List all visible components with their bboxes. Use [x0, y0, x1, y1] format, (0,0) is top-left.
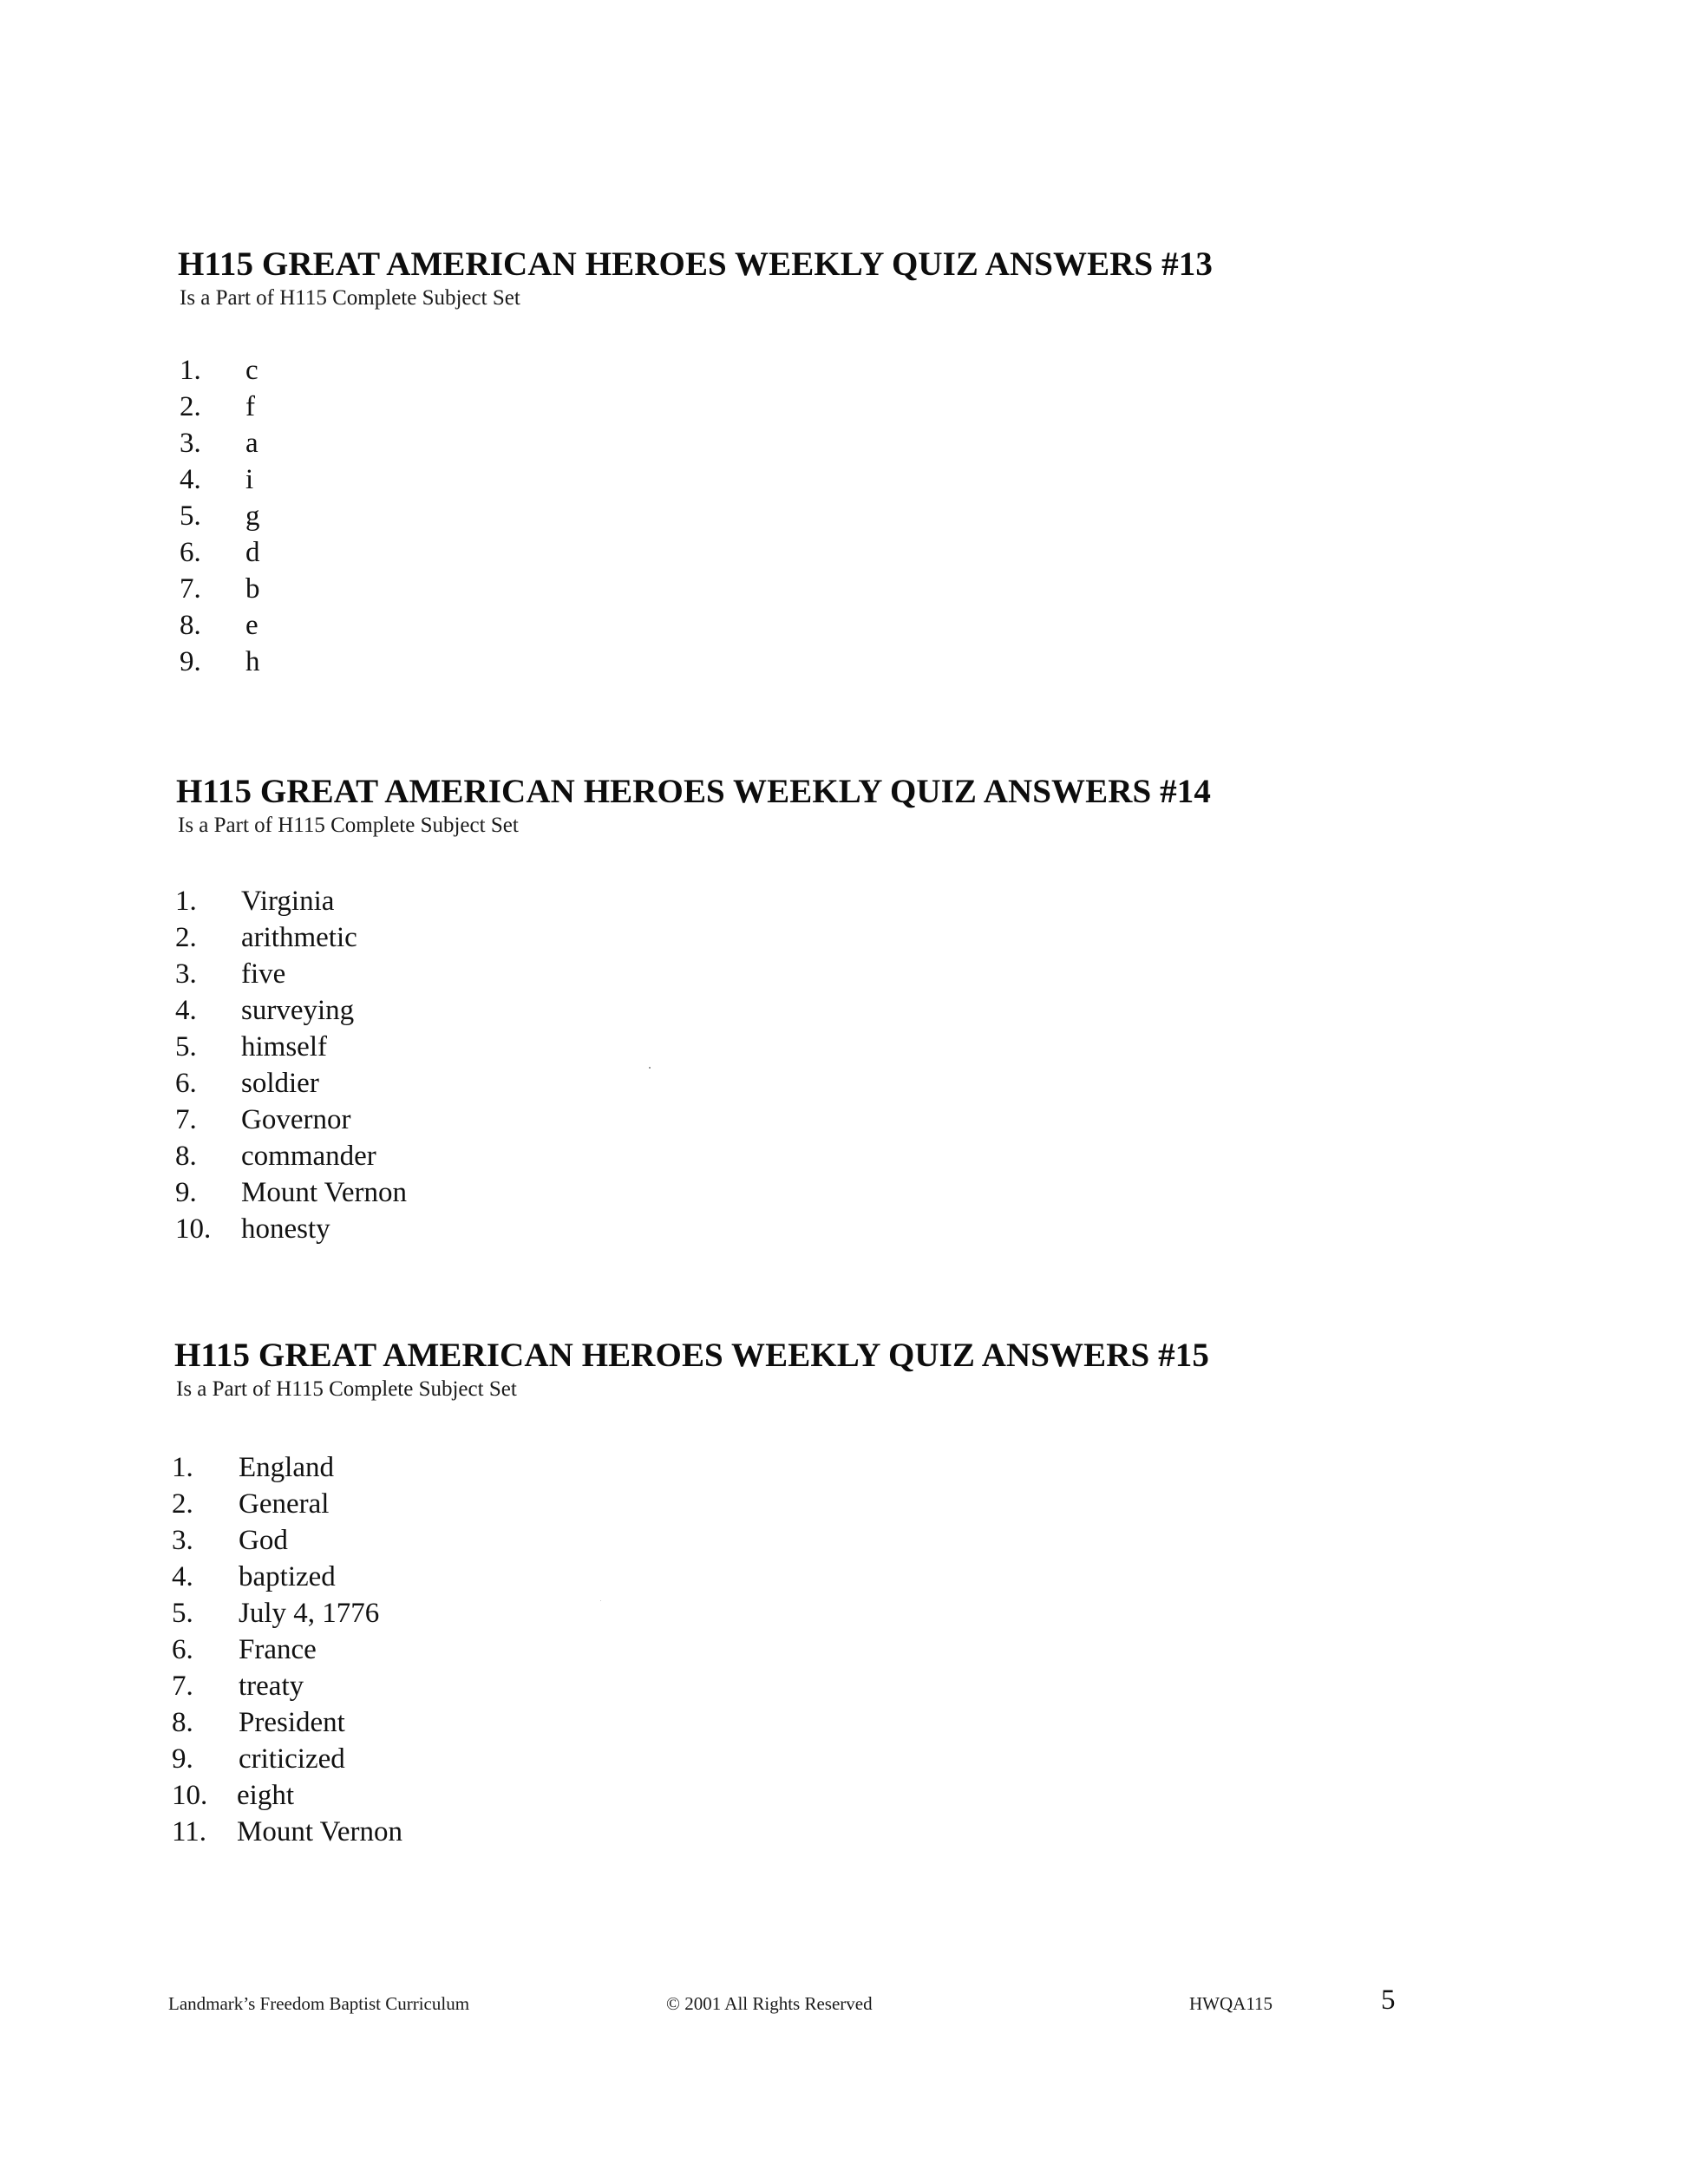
answer-number: 9.	[180, 646, 201, 677]
section-title: H115 GREAT AMERICAN HEROES WEEKLY QUIZ ANSWERS #13	[178, 245, 1213, 283]
answer-number: 7.	[180, 573, 201, 605]
answer-text: commander	[241, 1141, 376, 1172]
answer-text: five	[241, 958, 286, 990]
answer-number: 6.	[172, 1634, 193, 1665]
answer-text: President	[239, 1707, 345, 1738]
answer-text: Mount Vernon	[241, 1177, 407, 1208]
answer-text: arithmetic	[241, 922, 357, 953]
answer-number: 3.	[172, 1525, 193, 1556]
answer-number: 7.	[172, 1671, 193, 1702]
answer-number: 7.	[175, 1104, 197, 1135]
answer-text: h	[245, 646, 260, 677]
answer-number: 4.	[172, 1561, 193, 1592]
section-subtitle: Is a Part of H115 Complete Subject Set	[176, 1377, 517, 1401]
answer-text: England	[239, 1452, 334, 1483]
answer-number: 1.	[172, 1452, 193, 1483]
section-subtitle: Is a Part of H115 Complete Subject Set	[178, 814, 519, 837]
answer-number: 1.	[175, 886, 197, 917]
answer-number: 6.	[175, 1068, 197, 1099]
answer-text: e	[245, 610, 258, 641]
footer-copyright: © 2001 All Rights Reserved	[666, 1993, 873, 2014]
answer-number: 8.	[175, 1141, 197, 1172]
answer-text: himself	[241, 1031, 327, 1063]
answer-text: General	[239, 1488, 330, 1520]
answer-number: 9.	[172, 1743, 193, 1775]
section-subtitle: Is a Part of H115 Complete Subject Set	[180, 286, 520, 310]
answer-text: c	[245, 355, 258, 386]
answer-text: soldier	[241, 1068, 319, 1099]
answer-text: g	[245, 500, 260, 532]
answer-number: 9.	[175, 1177, 197, 1208]
answer-number: 5.	[172, 1598, 193, 1629]
answer-text: i	[245, 464, 254, 495]
answer-text: honesty	[241, 1213, 330, 1245]
scan-speck	[600, 1600, 601, 1601]
answer-text: b	[245, 573, 260, 605]
answer-number: 8.	[180, 610, 201, 641]
answer-text: Virginia	[241, 886, 335, 917]
answer-text: treaty	[239, 1671, 304, 1702]
answer-number: 4.	[175, 995, 197, 1026]
answer-text: criticized	[239, 1743, 345, 1775]
answer-text: July 4, 1776	[239, 1598, 380, 1629]
answer-text: f	[245, 391, 255, 422]
answer-number: 8.	[172, 1707, 193, 1738]
answer-text: Governor	[241, 1104, 351, 1135]
answer-number: 10.	[172, 1780, 208, 1811]
answer-text: France	[239, 1634, 317, 1665]
answer-text: a	[245, 428, 258, 459]
answer-number: 2.	[180, 391, 201, 422]
scan-speck	[649, 1067, 651, 1069]
answer-number: 4.	[180, 464, 201, 495]
answer-number: 6.	[180, 537, 201, 568]
section-title: H115 GREAT AMERICAN HEROES WEEKLY QUIZ ANSWERS #15	[174, 1337, 1209, 1374]
answer-text: surveying	[241, 995, 355, 1026]
answer-number: 3.	[175, 958, 197, 990]
answer-text: baptized	[239, 1561, 336, 1592]
answer-number: 2.	[175, 922, 197, 953]
answer-text: d	[245, 537, 260, 568]
answer-number: 3.	[180, 428, 201, 459]
answer-number: 5.	[175, 1031, 197, 1063]
footer-publisher: Landmark’s Freedom Baptist Curriculum	[168, 1993, 470, 2014]
answer-number: 1.	[180, 355, 201, 386]
footer-document-code: HWQA115	[1189, 1993, 1273, 2014]
section-title: H115 GREAT AMERICAN HEROES WEEKLY QUIZ ANSWERS #14	[176, 773, 1211, 810]
answer-text: eight	[237, 1780, 294, 1811]
answer-text: God	[239, 1525, 288, 1556]
page-number: 5	[1381, 1985, 1396, 2016]
answer-number: 11.	[172, 1816, 207, 1847]
answer-text: Mount Vernon	[237, 1816, 402, 1847]
answer-number: 2.	[172, 1488, 193, 1520]
answer-number: 10.	[175, 1213, 212, 1245]
answer-number: 5.	[180, 500, 201, 532]
